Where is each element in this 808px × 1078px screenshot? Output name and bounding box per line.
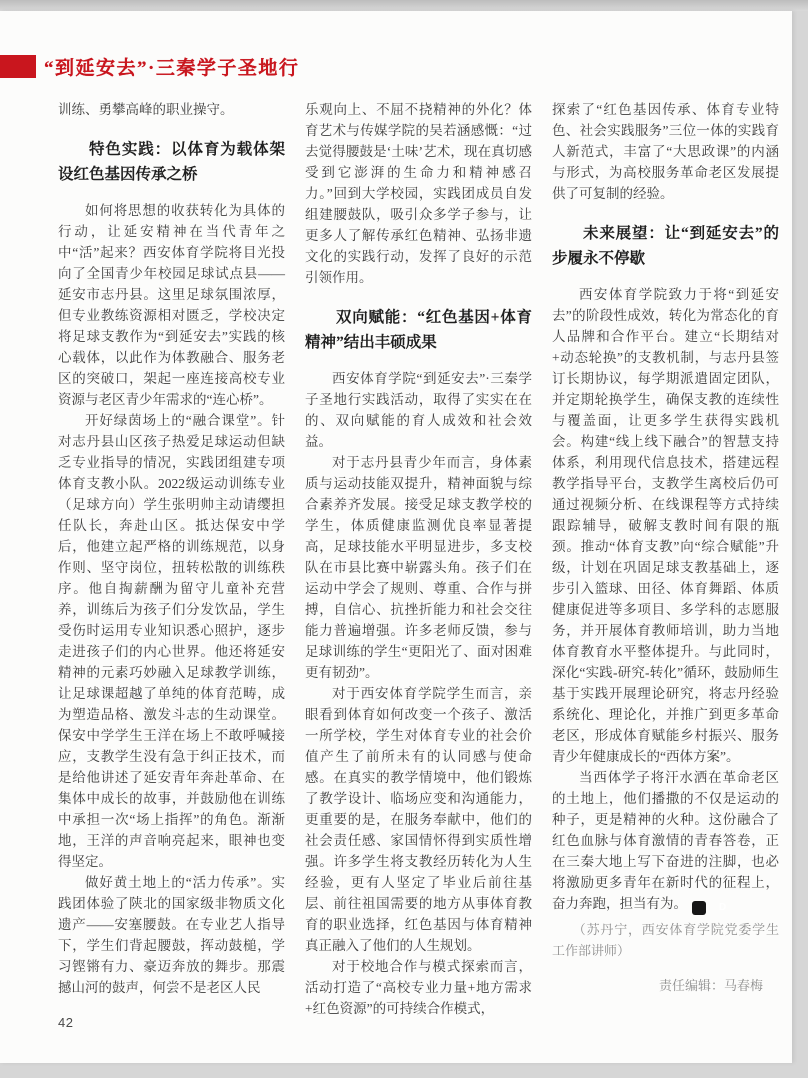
author-byline: （苏丹宁，西安体育学院党委学生工作部讲师） bbox=[552, 922, 779, 958]
paragraph: 对于校地合作与模式探索而言，活动打造了“高校专业力量+地方需求+红色资源”的可持续合作模式， bbox=[305, 959, 532, 1016]
paragraph: 如何将思想的收获转化为具体的行动，让延安精神在当代青年之中“活”起来？西安体育学院将目光投向了全国青少年校园足球试点县——延安市志丹县。这里足球氛围浓厚，但专业教练资源相对匮乏，学校决定将足球支教作为“到延安去”实践的核心载体，以此作为体教融合、服务老区的突破口，架起一座连接高校专业资源与老区青少年需求的“连心桥”。 bbox=[58, 203, 285, 407]
page-number: 42 bbox=[58, 1015, 74, 1030]
paragraph-continuation: 探索了“红色基因传承、体育专业特色、社会实践服务”三位一体的实践育人新范式，丰富了“大思政课”的内涵与形式，为高校服务革命老区发展提供了可复制的经验。 bbox=[552, 102, 779, 201]
article-end-letter: D bbox=[719, 902, 727, 913]
red-tab-marker-icon bbox=[0, 55, 36, 78]
column-1 bbox=[58, 99, 285, 1019]
column-3 bbox=[552, 99, 779, 1019]
article-columns bbox=[58, 99, 780, 1019]
subheading-feature-practice: 特色实践：以体育为载体架设红色基因传承之桥 bbox=[58, 141, 285, 183]
paragraph: 西安体育学院“到延安去”·三秦学子圣地行实践活动，取得了实实在在的、双向赋能的育人成效和社会效益。 bbox=[305, 371, 532, 449]
paragraph-continuation: 乐观向上、不屈不挠精神的外化？体育艺术与传媒学院的吴若涵感慨：“过去觉得腰鼓是‘土味’艺术，现在真切感受到它澎湃的生命力和精神感召力。”回到大学校园，实践团成员自发组建腰鼓队，吸引众多学子参与，让更多人了解传承红色精神、弘扬非遗文化的实践行动，发挥了良好的示范引领作用。 bbox=[305, 102, 532, 285]
section-title: “到延安去”·三秦学子圣地行 bbox=[44, 58, 300, 79]
column-2 bbox=[305, 99, 532, 1019]
subheading-future-outlook: 未来展望：让“到延安去”的步履永不停歇 bbox=[552, 225, 779, 267]
paragraph-final-text: 当西体学子将汗水洒在革命老区的土地上，他们播撒的不仅是运动的种子，更是精神的火种。这份融合了红色血脉与体育激情的青春答卷，正在三秦大地上写下奋进的注脚，也必将激励更多青年在新时代的征程上，奋力奔跑，担当有为。 bbox=[552, 770, 779, 911]
paragraph-final bbox=[552, 767, 779, 915]
scan-edge-top bbox=[0, 0, 808, 11]
magazine-page bbox=[0, 11, 792, 1063]
paragraph-continuation: 训练、勇攀高峰的职业操守。 bbox=[58, 102, 234, 117]
paragraph: 开好绿茵场上的“融合课堂”。针对志丹县山区孩子热爱足球运动但缺乏专业指导的情况，实践团组建专项体育支教小队。2022级运动训练专业（足球方向）学生张明帅主动请缨担任队长，奔赴山区。抵达保安中学后，他建立起严格的训练规范，以身作则、坚守岗位，扭转松散的训练秩序。他自掏薪酬为留守儿童补充营养，训练后为孩子们分发饮品，学生受伤时运用专业知识悉心照护，逐步走进孩子们的内心世界。他还将延安精神的元素巧妙融入足球教学训练，让足球课超越了单纯的体育范畴，成为塑造品格、激发斗志的生动课堂。保安中学学生王洋在场上不敢呼喊接应，支教学生没有急于纠正技术，而是给他讲述了延安青年奔赴革命、在集体中成长的故事，并鼓励他在训练中承担一次“场上指挥”的角色。渐渐地，王洋的声音响亮起来，眼神也变得坚定。 bbox=[58, 413, 285, 869]
paragraph: 对于西安体育学院学生而言，亲眼看到体育如何改变一个孩子、激活一所学校，学生对体育专业的社会价值产生了前所未有的认同感与使命感。在真实的教学情境中，他们锻炼了教学设计、临场应变和沟通能力，更重要的是，在服务奉献中，他们的社会责任感、家国情怀得到实质性增强。许多学生将支教经历转化为人生经验，更有人坚定了毕业后前往基层、前往祖国需要的地方从事体育教育的职业选择，红色基因与体育精神真正融入了他们的人生规划。 bbox=[305, 686, 532, 953]
section-header bbox=[0, 55, 792, 81]
paragraph: 对于志丹县青少年而言，身体素质与运动技能双提升，精神面貌与综合素养齐发展。接受足球支教学校的学生，体质健康监测优良率显著提高，足球技能水平明显进步，多支校队在市县比赛中崭露头角。孩子们在运动中学会了规则、尊重、合作与拼搏，自信心、抗挫折能力和社会交往能力普遍增强。许多老师反馈，参与足球训练的学生“更阳光了、面对困难更有韧劲”。 bbox=[305, 455, 532, 680]
paragraph: 西安体育学院致力于将“到延安去”的阶段性成效，转化为常态化的育人品牌和合作平台。建立“长期结对+动态轮换”的支教机制，与志丹县签订长期协议，每学期派遣固定团队，并定期轮换学生，确保支教的连续性与覆盖面，让更多学生获得实践机会。构建“线上线下融合”的智慧支持体系，利用现代信息技术，搭建远程教学指导平台，支教学生离校后仍可通过视频分析、在线课程等方式持续跟踪辅导，破解支教时间有限的瓶颈。推动“体育支教”向“综合赋能”升级，计划在巩固足球支教基础上，逐步引入篮球、田径、体育舞蹈、体质健康促进等多项目、多学科的志愿服务，并开展体育教师培训，助力当地体育教育水平整体提升。与此同时，深化“实践-研究-转化”循环，鼓励师生基于实践开展理论研究，将志丹经验系统化、理论化，并推广到更多革命老区，形成体育赋能乡村振兴、服务青少年健康成长的“西体方案”。 bbox=[552, 287, 779, 764]
subheading-dual-empowerment: 双向赋能：“红色基因+体育精神”结出丰硕成果 bbox=[305, 309, 532, 351]
paragraph: 做好黄土地上的“活力传承”。实践团体验了陕北的国家级非物质文化遗产——安塞腰鼓。在专业艺人指导下，学生们背起腰鼓，挥动鼓槌，学习铿锵有力、豪迈奔放的舞步。那震撼山河的鼓声，何尝不是老区人民 bbox=[58, 875, 285, 995]
article-end-icon bbox=[692, 901, 727, 915]
editor-credit: 责任编辑：马春梅 bbox=[658, 978, 763, 993]
